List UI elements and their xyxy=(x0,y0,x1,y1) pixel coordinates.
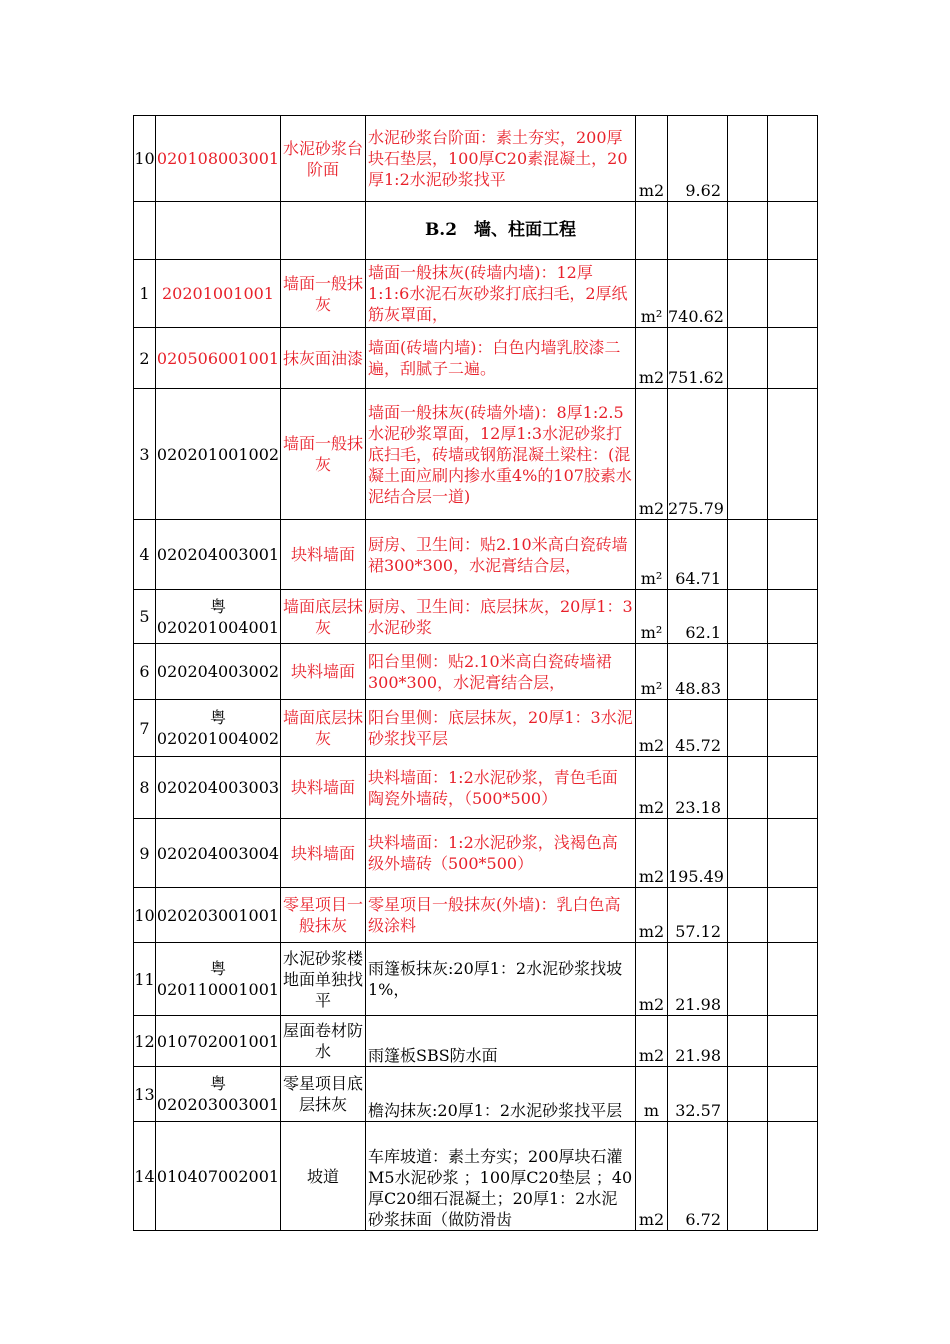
empty-cell xyxy=(728,590,768,644)
item-code: 020204003001 xyxy=(156,520,281,590)
item-name: 坡道 xyxy=(281,1122,366,1231)
empty-cell xyxy=(768,328,818,389)
row-number: 4 xyxy=(134,520,156,590)
empty-cell xyxy=(668,202,728,260)
item-description: 雨篷板抹灰:20厚1：2水泥砂浆找坡1%， xyxy=(366,943,636,1016)
row-number: 10 xyxy=(134,116,156,202)
item-code: 020506001001 xyxy=(156,328,281,389)
item-unit: m2 xyxy=(636,700,668,757)
item-unit: m² xyxy=(636,590,668,644)
item-name: 墙面底层抹灰 xyxy=(281,700,366,757)
item-quantity: 21.98 xyxy=(668,1016,728,1067)
empty-cell xyxy=(728,520,768,590)
empty-cell xyxy=(768,260,818,328)
item-code: 20201001001 xyxy=(156,260,281,328)
item-code: 粤 020201004001 xyxy=(156,590,281,644)
item-description: 阳台里侧：底层抹灰，20厚1：3水泥砂浆找平层 xyxy=(366,700,636,757)
item-quantity: 32.57 xyxy=(668,1067,728,1122)
item-unit: m² xyxy=(636,260,668,328)
item-description: 车库坡道：素土夯实；200厚块石灌M5水泥砂浆 ；100厚C20垫层 ；40厚C20细石混凝土；20厚1：2水泥砂浆抹面（做防滑齿 xyxy=(366,1122,636,1231)
empty-cell xyxy=(728,757,768,819)
item-code: 010702001001 xyxy=(156,1016,281,1067)
item-name: 墙面一般抹灰 xyxy=(281,260,366,328)
row-number: 14 xyxy=(134,1122,156,1231)
item-description: 厨房、卫生间：底层抹灰，20厚1：3水泥砂浆 xyxy=(366,590,636,644)
item-code: 粤 020203003001 xyxy=(156,1067,281,1122)
item-unit: m2 xyxy=(636,389,668,520)
item-name: 零星项目一般抹灰 xyxy=(281,888,366,943)
item-quantity: 195.49 xyxy=(668,819,728,888)
item-name: 块料墙面 xyxy=(281,520,366,590)
item-quantity: 57.12 xyxy=(668,888,728,943)
empty-cell xyxy=(728,328,768,389)
empty-cell xyxy=(768,116,818,202)
item-unit: m² xyxy=(636,644,668,700)
item-quantity: 740.62 xyxy=(668,260,728,328)
row-number: 8 xyxy=(134,757,156,819)
empty-cell xyxy=(768,1067,818,1122)
item-code: 粤 020110001001 xyxy=(156,943,281,1016)
table-row xyxy=(134,590,818,644)
item-unit: m2 xyxy=(636,819,668,888)
item-name: 块料墙面 xyxy=(281,819,366,888)
item-unit: m2 xyxy=(636,757,668,819)
empty-cell xyxy=(768,1122,818,1231)
empty-cell xyxy=(728,644,768,700)
item-name: 水泥砂浆台阶面 xyxy=(281,116,366,202)
empty-cell xyxy=(768,1016,818,1067)
row-number: 10 xyxy=(134,888,156,943)
item-name: 水泥砂浆楼地面单独找平 xyxy=(281,943,366,1016)
row-number: 6 xyxy=(134,644,156,700)
empty-cell xyxy=(768,644,818,700)
item-code: 粤 020201004002 xyxy=(156,700,281,757)
item-code: 020203001001 xyxy=(156,888,281,943)
row-number: 9 xyxy=(134,819,156,888)
table-row xyxy=(134,328,818,389)
item-description: 墙面一般抹灰(砖墙内墙)：12厚1:1:6水泥石灰砂浆打底扫毛，2厚纸筋灰罩面， xyxy=(366,260,636,328)
item-unit: m2 xyxy=(636,328,668,389)
empty-cell xyxy=(281,202,366,260)
table-row xyxy=(134,700,818,757)
item-name: 块料墙面 xyxy=(281,644,366,700)
item-name: 墙面一般抹灰 xyxy=(281,389,366,520)
empty-cell xyxy=(768,700,818,757)
empty-cell xyxy=(728,943,768,1016)
row-number: 11 xyxy=(134,943,156,1016)
item-unit: m² xyxy=(636,520,668,590)
table-row xyxy=(134,819,818,888)
item-unit: m2 xyxy=(636,943,668,1016)
empty-cell xyxy=(768,520,818,590)
item-code: 020204003003 xyxy=(156,757,281,819)
item-name: 抹灰面油漆 xyxy=(281,328,366,389)
bill-of-quantities-table xyxy=(133,115,818,1231)
empty-cell xyxy=(768,590,818,644)
item-unit: m2 xyxy=(636,116,668,202)
item-quantity: 6.72 xyxy=(668,1122,728,1231)
row-number: 7 xyxy=(134,700,156,757)
item-name: 零星项目底层抹灰 xyxy=(281,1067,366,1122)
table-row xyxy=(134,389,818,520)
item-code: 020201001002 xyxy=(156,389,281,520)
item-description: 块料墙面：1:2水泥砂浆，青色毛面陶瓷外墙砖，（500*500） xyxy=(366,757,636,819)
item-name: 块料墙面 xyxy=(281,757,366,819)
table-row xyxy=(134,116,818,202)
empty-cell xyxy=(728,700,768,757)
empty-cell xyxy=(728,1122,768,1231)
item-name: 屋面卷材防水 xyxy=(281,1016,366,1067)
item-code: 010407002001 xyxy=(156,1122,281,1231)
item-code: 020108003001 xyxy=(156,116,281,202)
empty-cell xyxy=(156,202,281,260)
row-number: 3 xyxy=(134,389,156,520)
empty-cell xyxy=(728,116,768,202)
empty-cell xyxy=(636,202,668,260)
section-row xyxy=(134,202,818,260)
table-row xyxy=(134,1016,818,1067)
item-description: 水泥砂浆台阶面：素土夯实，200厚块石垫层，100厚C20素混凝土，20厚1:2水泥砂浆找平 xyxy=(366,116,636,202)
item-quantity: 45.72 xyxy=(668,700,728,757)
row-number: 13 xyxy=(134,1067,156,1122)
item-description: 阳台里侧：贴2.10米高白瓷砖墙裙300*300，水泥膏结合层， xyxy=(366,644,636,700)
empty-cell xyxy=(768,888,818,943)
table-row xyxy=(134,1067,818,1122)
item-unit: m2 xyxy=(636,888,668,943)
empty-cell xyxy=(728,1067,768,1122)
table-row xyxy=(134,260,818,328)
row-number: 5 xyxy=(134,590,156,644)
item-unit: m xyxy=(636,1067,668,1122)
item-description: 雨篷板SBS防水面 xyxy=(366,1016,636,1067)
section-title: B.2 墙、柱面工程 xyxy=(366,202,636,260)
item-description: 墙面(砖墙内墙)：白色内墙乳胶漆二遍，刮腻子二遍。 xyxy=(366,328,636,389)
item-unit: m2 xyxy=(636,1016,668,1067)
item-quantity: 21.98 xyxy=(668,943,728,1016)
item-description: 块料墙面：1:2水泥砂浆，浅褐色高级外墙砖（500*500） xyxy=(366,819,636,888)
row-number: 12 xyxy=(134,1016,156,1067)
empty-cell xyxy=(768,943,818,1016)
table-row xyxy=(134,888,818,943)
item-description: 厨房、卫生间：贴2.10米高白瓷砖墙裙300*300，水泥膏结合层， xyxy=(366,520,636,590)
item-quantity: 23.18 xyxy=(668,757,728,819)
empty-cell xyxy=(728,819,768,888)
empty-cell xyxy=(768,757,818,819)
empty-cell xyxy=(134,202,156,260)
item-description: 零星项目一般抹灰(外墙)：乳白色高级涂料 xyxy=(366,888,636,943)
item-unit: m2 xyxy=(636,1122,668,1231)
table-row xyxy=(134,757,818,819)
item-quantity: 62.1 xyxy=(668,590,728,644)
item-code: 020204003004 xyxy=(156,819,281,888)
row-number: 2 xyxy=(134,328,156,389)
table-row xyxy=(134,644,818,700)
row-number: 1 xyxy=(134,260,156,328)
item-quantity: 9.62 xyxy=(668,116,728,202)
empty-cell xyxy=(728,202,768,260)
item-quantity: 64.71 xyxy=(668,520,728,590)
item-description: 墙面一般抹灰(砖墙外墙)：8厚1:2.5水泥砂浆罩面，12厚1:3水泥砂浆打底扫毛，砖墙或钢筋混凝土梁柱：(混凝土面应刷内掺水重4%的107胶素水泥结合层一道) xyxy=(366,389,636,520)
empty-cell xyxy=(728,888,768,943)
item-quantity: 751.62 xyxy=(668,328,728,389)
table-row xyxy=(134,520,818,590)
empty-cell xyxy=(768,389,818,520)
table-row xyxy=(134,1122,818,1231)
empty-cell xyxy=(768,819,818,888)
empty-cell xyxy=(768,202,818,260)
item-name: 墙面底层抹灰 xyxy=(281,590,366,644)
item-quantity: 48.83 xyxy=(668,644,728,700)
item-quantity: 275.79 xyxy=(668,389,728,520)
item-description: 檐沟抹灰:20厚1：2水泥砂浆找平层 xyxy=(366,1067,636,1122)
item-code: 020204003002 xyxy=(156,644,281,700)
empty-cell xyxy=(728,389,768,520)
table-row xyxy=(134,943,818,1016)
empty-cell xyxy=(728,1016,768,1067)
empty-cell xyxy=(728,260,768,328)
